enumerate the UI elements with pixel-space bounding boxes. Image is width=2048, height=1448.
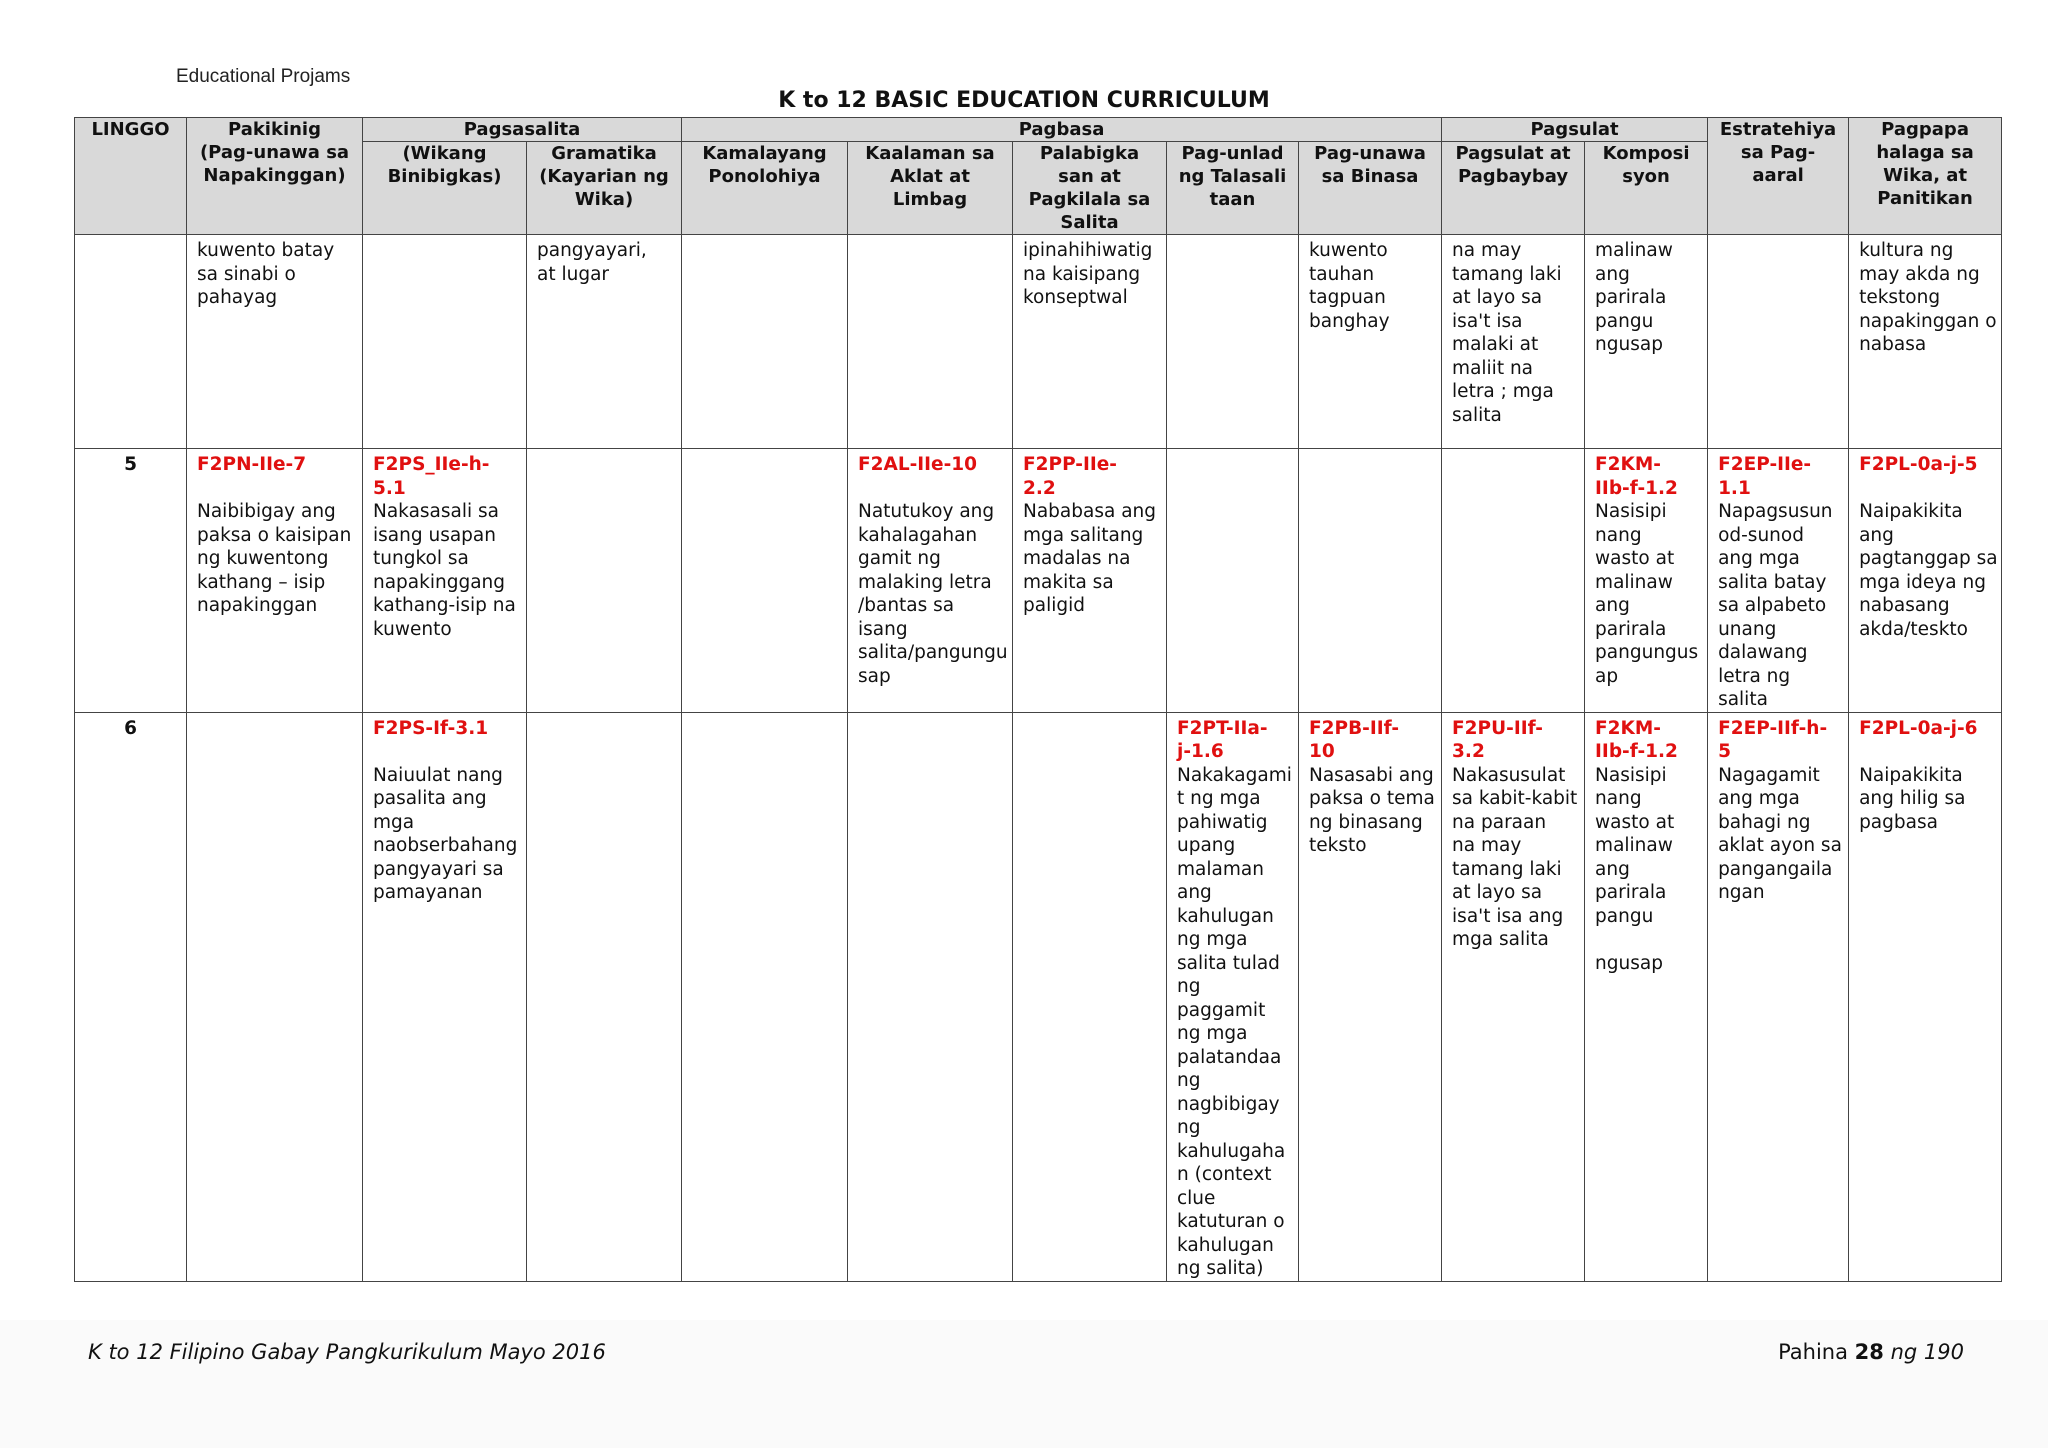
competency-code: F2PU-IIf- [1452,717,1543,739]
cell-text-line: kuwento [373,618,452,640]
table-cell [1708,712,1849,1281]
subheader-line: Aklat at [890,166,970,187]
footer-title: K to 12 Filipino Gabay Pangkurikulum Mayo 2016 [88,1340,606,1364]
competency-code: F2AL-IIe-10 [858,454,978,475]
cell-text-line: mga ideya ng [1859,571,1986,593]
competency-code: F2PL-0a-j-5 [1859,454,1978,475]
table-cell [1585,712,1708,1281]
header-pagsasalita [363,118,682,142]
subheader-line: Komposi [1602,143,1690,164]
cell-text-line: Naiuulat nang [373,764,503,786]
page-label: Pahina [1778,1340,1848,1364]
subheader-line: Kaalaman sa [865,143,995,164]
subheader-line: (Kayarian ng [539,166,669,187]
page-number: 28 [1854,1340,1884,1364]
cell-text-line: kultura ng [1859,240,1954,261]
table-cell [187,712,363,1281]
cell-text-line: ang mga [1718,548,1800,569]
cell-text-line: Nagagamit [1718,764,1820,786]
cell-text-line: pahiwatig [1177,811,1268,833]
cell-text-line: letra ng [1718,665,1791,687]
cell-text-line: napakinggan [197,595,318,616]
subheader-line: ng Talasali [1178,166,1287,187]
cell-text-line: tekstong [1859,287,1941,308]
table-cell [848,712,1013,1281]
competency-code: F2PT-IIa- [1177,717,1268,739]
cell-text-line: akda/teskto [1859,618,1968,640]
cell-text-line: ang [1177,882,1212,903]
cell-text-line: tamang laki [1452,263,1562,285]
cell-text-line: konseptwal [1023,287,1128,308]
table-cell [1849,712,2002,1281]
competency-code: 10 [1309,741,1335,762]
subheader-line: syon [1622,166,1670,187]
subheader-line: Wika) [574,189,634,210]
cell-text-line: paksa o kaisipan [197,524,352,546]
cell-text-line: ang hilig sa [1859,788,1966,809]
cell-text-line: ipinahihiwatig [1023,240,1153,261]
subheader-cell [363,142,527,235]
table-cell [1299,449,1442,713]
cell-text-line: t ng mga [1177,788,1261,809]
subheader-cell [1013,142,1167,235]
document-title: K to 12 BASIC EDUCATION CURRICULUM [778,88,1270,113]
table-cell [1849,449,2002,713]
cell-text-line: isang usapan [373,524,496,546]
subheader-line: Pag-unawa [1314,143,1426,164]
cell-text-line: Nakakagami [1177,764,1292,786]
competency-code: 2.2 [1023,477,1056,499]
cell-text-line: maliit na [1452,357,1534,379]
header-note: Educational Projams [176,66,351,87]
header-line: Pagsasalita [463,119,581,140]
cell-text-line: na paraan [1452,811,1547,833]
cell-text-line: nabasa [1859,334,1927,355]
competency-code: 3.2 [1452,741,1485,762]
header-line: Wika, at [1883,165,1968,186]
page-total: ng 190 [1890,1340,1964,1364]
header-pagsulat [1442,118,1708,142]
subheader-cell [1167,142,1299,235]
header-linggo [75,118,187,235]
header-line: (Pag-unawa sa [199,142,350,163]
cell-text-line: pahayag [197,287,278,308]
subheader-line: (Wikang [402,143,487,164]
table-cell [682,712,848,1281]
header-line: Panitikan [1877,188,1973,209]
subheader-cell [1299,142,1442,235]
cell-text-line: kahalagahan [858,524,978,546]
cell-text-line: at layo sa [1452,882,1543,903]
table-cell [1585,449,1708,713]
cell-text-line: od-sunod [1718,524,1804,546]
competency-code: j-1.6 [1177,741,1224,762]
competency-code: F2KM- [1595,717,1661,739]
cell-text-line: pangyayari sa [373,858,504,880]
table-cell [363,712,527,1281]
subheader-cell [1585,142,1708,235]
cell-text-line: wasto at [1595,811,1675,833]
page-number-label [1778,1340,1964,1364]
cell-text-line: kahulugan [1177,1234,1274,1256]
table-row [75,235,2002,449]
subheader-line: Pag-unlad [1181,143,1284,164]
subheader-line: Salita [1060,212,1119,233]
cell-text-line: katuturan o [1177,1211,1285,1232]
cell-text-line: kathang – isip [197,571,326,593]
table-cell [527,235,682,449]
cell-text-line: pangu [1595,310,1654,332]
cell-text-line: salita/pangungu [858,642,1008,663]
subheader-line: Limbag [892,189,968,210]
cell-text-line: na may [1452,240,1522,261]
cell-text-line: may akda ng [1859,263,1980,285]
table-cell [1299,235,1442,449]
competency-code: F2KM- [1595,454,1661,475]
cell-text-line: madalas na [1023,548,1131,569]
subheader-cell [682,142,848,235]
week-number: 5 [75,449,187,713]
table-cell [848,449,1013,713]
header-line: halaga sa [1876,142,1974,163]
cell-text-line: malaman [1177,858,1264,880]
cell-text-line: bahagi ng [1718,811,1811,833]
table-cell [1013,449,1167,713]
table-cell [1849,235,2002,449]
cell-text-line [1595,928,1697,952]
cell-text-line: malinaw [1595,835,1673,856]
cell-text-line: pangyayari, [537,240,647,261]
table-cell [187,235,363,449]
cell-text-line: Nakasusulat [1452,764,1566,786]
cell-text-line: ng [1177,1070,1201,1091]
competency-code: F2PS-If-3.1 [373,717,489,739]
cell-text-line: ang [1595,263,1630,285]
week-number [75,235,187,449]
subheader-cell [1442,142,1585,235]
cell-text-line: nang [1595,788,1642,809]
competency-code: F2PN-IIe-7 [197,454,307,475]
subheader-line: san at [1058,166,1121,187]
competency-code: IIb-f-1.2 [1595,741,1678,762]
table-cell [363,235,527,449]
subheader-line: Palabigka [1039,143,1140,164]
cell-text-line: nang [1595,524,1642,546]
competency-code: F2PP-IIe- [1023,454,1117,475]
cell-text-line: ng binasang [1309,811,1423,833]
cell-text-line: ang [1595,595,1630,616]
cell-text-line: pangungus [1595,642,1699,663]
cell-text-line: kathang-isip na [373,595,516,616]
cell-text-line: Nasasabi ang [1309,764,1434,786]
cell-text-line: ang [1859,524,1894,546]
table-row [75,449,2002,713]
subheader-line: Gramatika [551,143,657,164]
cell-text-line: napakinggan o [1859,310,1997,332]
header-line: Pagpapa [1881,119,1969,140]
competency-code: F2EP-IIe- [1718,454,1812,475]
cell-text-line: salita [1452,404,1502,426]
week-number: 6 [75,712,187,1281]
subheader-cell [527,142,682,235]
cell-text-line: at lugar [537,263,610,285]
cell-text-line: paligid [1023,595,1085,616]
cell-text-line: Napagsusun [1718,501,1833,522]
competency-code: F2EP-IIf-h- [1718,717,1828,739]
table-cell [1167,712,1299,1281]
cell-text-line: banghay [1309,310,1390,332]
cell-text-line: palatandaa [1177,1046,1282,1068]
competency-code: 5 [1718,741,1731,762]
subheader-line: Ponolohiya [708,166,821,187]
cell-text-line: Naipakikita [1859,764,1963,786]
header-line: Napakinggan) [203,165,346,186]
subheader-line: Pagsulat at [1455,143,1571,164]
header-line: Pakikinig [227,119,321,140]
cell-text-line: parirala [1595,618,1667,640]
table-cell [1708,235,1849,449]
header-estratehiya [1708,118,1849,235]
cell-text-line: malinaw [1595,240,1673,261]
table-row [75,712,2002,1281]
cell-text-line: ng [1177,976,1201,997]
cell-text-line: na kaisipang [1023,263,1141,285]
table-cell [848,235,1013,449]
table-cell [1442,449,1585,713]
cell-text-line: malinaw [1595,571,1673,593]
cell-text-line: malaki at [1452,334,1539,355]
table-cell [187,449,363,713]
cell-text-line: /bantas sa [858,595,955,616]
cell-text-line: upang [1177,835,1236,856]
cell-text-line: mga salitang [1023,524,1144,546]
cell-text-line: tauhan [1309,263,1375,285]
subheader-line: sa Binasa [1321,166,1419,187]
cell-text-line: kuwento batay [197,240,335,261]
cell-text-line: ngusap [1595,952,1663,974]
cell-text-line: na may [1452,835,1522,856]
cell-text-line: makita sa [1023,571,1114,593]
curriculum-table [74,117,2002,1282]
spacer [197,477,352,501]
spacer [858,477,1002,501]
cell-text-line: ng [1177,1117,1201,1138]
cell-text-line: Nababasa ang [1023,501,1156,522]
cell-text-line: pagtanggap sa [1859,548,1998,569]
table-cell [1167,235,1299,449]
cell-text-line: ng salita) [1177,1258,1264,1279]
cell-text-line: sa alpabeto [1718,595,1827,616]
competency-code: 5.1 [373,477,406,499]
subheader-line: Pagbaybay [1457,166,1569,187]
subheader-line: Pagkilala sa [1028,189,1151,210]
spacer [1859,740,1991,764]
competency-code: F2PB-IIf- [1309,717,1400,739]
cell-text-line: Naibibigay ang [197,501,336,522]
header-line: Pagbasa [1018,119,1105,140]
table-cell [1167,449,1299,713]
cell-text-line: naobserbahang [373,835,518,856]
cell-text-line: nabasang [1859,595,1950,616]
table-cell [1708,449,1849,713]
cell-text-line: kahulugaha [1177,1140,1286,1162]
cell-text-line: aklat ayon sa [1718,835,1842,856]
header-line: Pagsulat [1530,119,1619,140]
cell-text-line: sap [858,665,891,687]
cell-text-line: nagbibigay [1177,1093,1280,1115]
spacer [1859,477,1991,501]
competency-code: F2PS_IIe-h- [373,454,490,475]
cell-text-line: pangangaila [1718,858,1833,880]
cell-text-line: at layo sa [1452,287,1543,308]
table-cell [682,235,848,449]
cell-text-line: mga salita [1452,929,1549,950]
cell-text-line: ng mga [1177,929,1248,950]
cell-text-line: pangu [1595,905,1654,927]
cell-text-line: ap [1595,665,1619,687]
table-cell [1013,235,1167,449]
cell-text-line: parirala [1595,287,1667,308]
cell-text-line: clue [1177,1187,1216,1209]
cell-text-line: salita batay [1718,571,1827,593]
cell-text-line: salita [1718,689,1768,710]
cell-text-line: unang [1718,618,1777,640]
cell-text-line: ngusap [1595,334,1663,355]
table-cell [682,449,848,713]
table-cell [1442,712,1585,1281]
competency-code: IIb-f-1.2 [1595,477,1678,499]
cell-text-line: parirala [1595,882,1667,903]
cell-text-line: Nasisipi [1595,501,1667,522]
cell-text-line: kahulugan [1177,905,1274,927]
cell-text-line: ang [1595,858,1630,880]
header-pagpapahalaga [1849,118,2002,235]
cell-text-line: napakinggang [373,571,506,593]
header-line: sa Pag- [1740,142,1816,163]
cell-text-line: tagpuan [1309,287,1386,308]
cell-text-line: sa sinabi o [197,263,296,285]
table-cell [527,449,682,713]
header-pagbasa [682,118,1442,142]
cell-text-line: Naipakikita [1859,501,1963,522]
subheader-cell [848,142,1013,235]
cell-text-line: Natutukoy ang [858,501,995,522]
cell-text-line: wasto at [1595,548,1675,569]
cell-text-line: pamayanan [373,882,483,903]
cell-text-line: ng mga [1177,1023,1248,1044]
cell-text-line: ng kuwentong [197,548,329,569]
cell-text-line: Nasisipi [1595,764,1667,786]
cell-text-line: gamit ng [858,548,941,569]
competency-code: 1.1 [1718,477,1751,499]
cell-text-line: n (context [1177,1164,1272,1185]
cell-text-line: isang [858,618,908,640]
cell-text-line: ang mga [1718,788,1800,809]
cell-text-line: pagbasa [1859,811,1938,833]
cell-text-line: mga [373,811,415,833]
cell-text-line: malaking letra [858,571,992,593]
header-line: Estratehiya [1719,119,1837,140]
cell-text-line: tamang laki [1452,858,1562,880]
cell-text-line: paggamit [1177,999,1266,1021]
table-cell [1585,235,1708,449]
header-pakikinig [187,118,363,235]
cell-text-line: isa't isa [1452,310,1523,332]
cell-text-line: dalawang [1718,642,1808,663]
cell-text-line: salita tulad [1177,952,1280,974]
header-line: LINGGO [91,119,170,140]
table-cell [1299,712,1442,1281]
cell-text-line: isa't isa ang [1452,905,1564,927]
table-cell [1013,712,1167,1281]
table-cell [363,449,527,713]
header-line: aaral [1752,165,1804,186]
subheader-line: Binibigkas) [387,166,502,187]
cell-text-line: teksto [1309,835,1367,856]
cell-text-line: letra ; mga [1452,381,1554,402]
table-cell [1442,235,1585,449]
subheader-line: taan [1209,189,1256,210]
cell-text-line: tungkol sa [373,548,469,569]
cell-text-line: kuwento [1309,240,1388,261]
table-cell [527,712,682,1281]
competency-code: F2PL-0a-j-6 [1859,717,1978,739]
cell-text-line: pasalita ang [373,788,487,809]
cell-text-line: paksa o tema [1309,788,1435,809]
cell-text-line: Nakasasali sa [373,501,499,522]
cell-text-line: ngan [1718,882,1765,903]
cell-text-line: sa kabit-kabit [1452,788,1578,809]
subheader-line: Kamalayang [702,143,827,164]
spacer [373,740,516,764]
